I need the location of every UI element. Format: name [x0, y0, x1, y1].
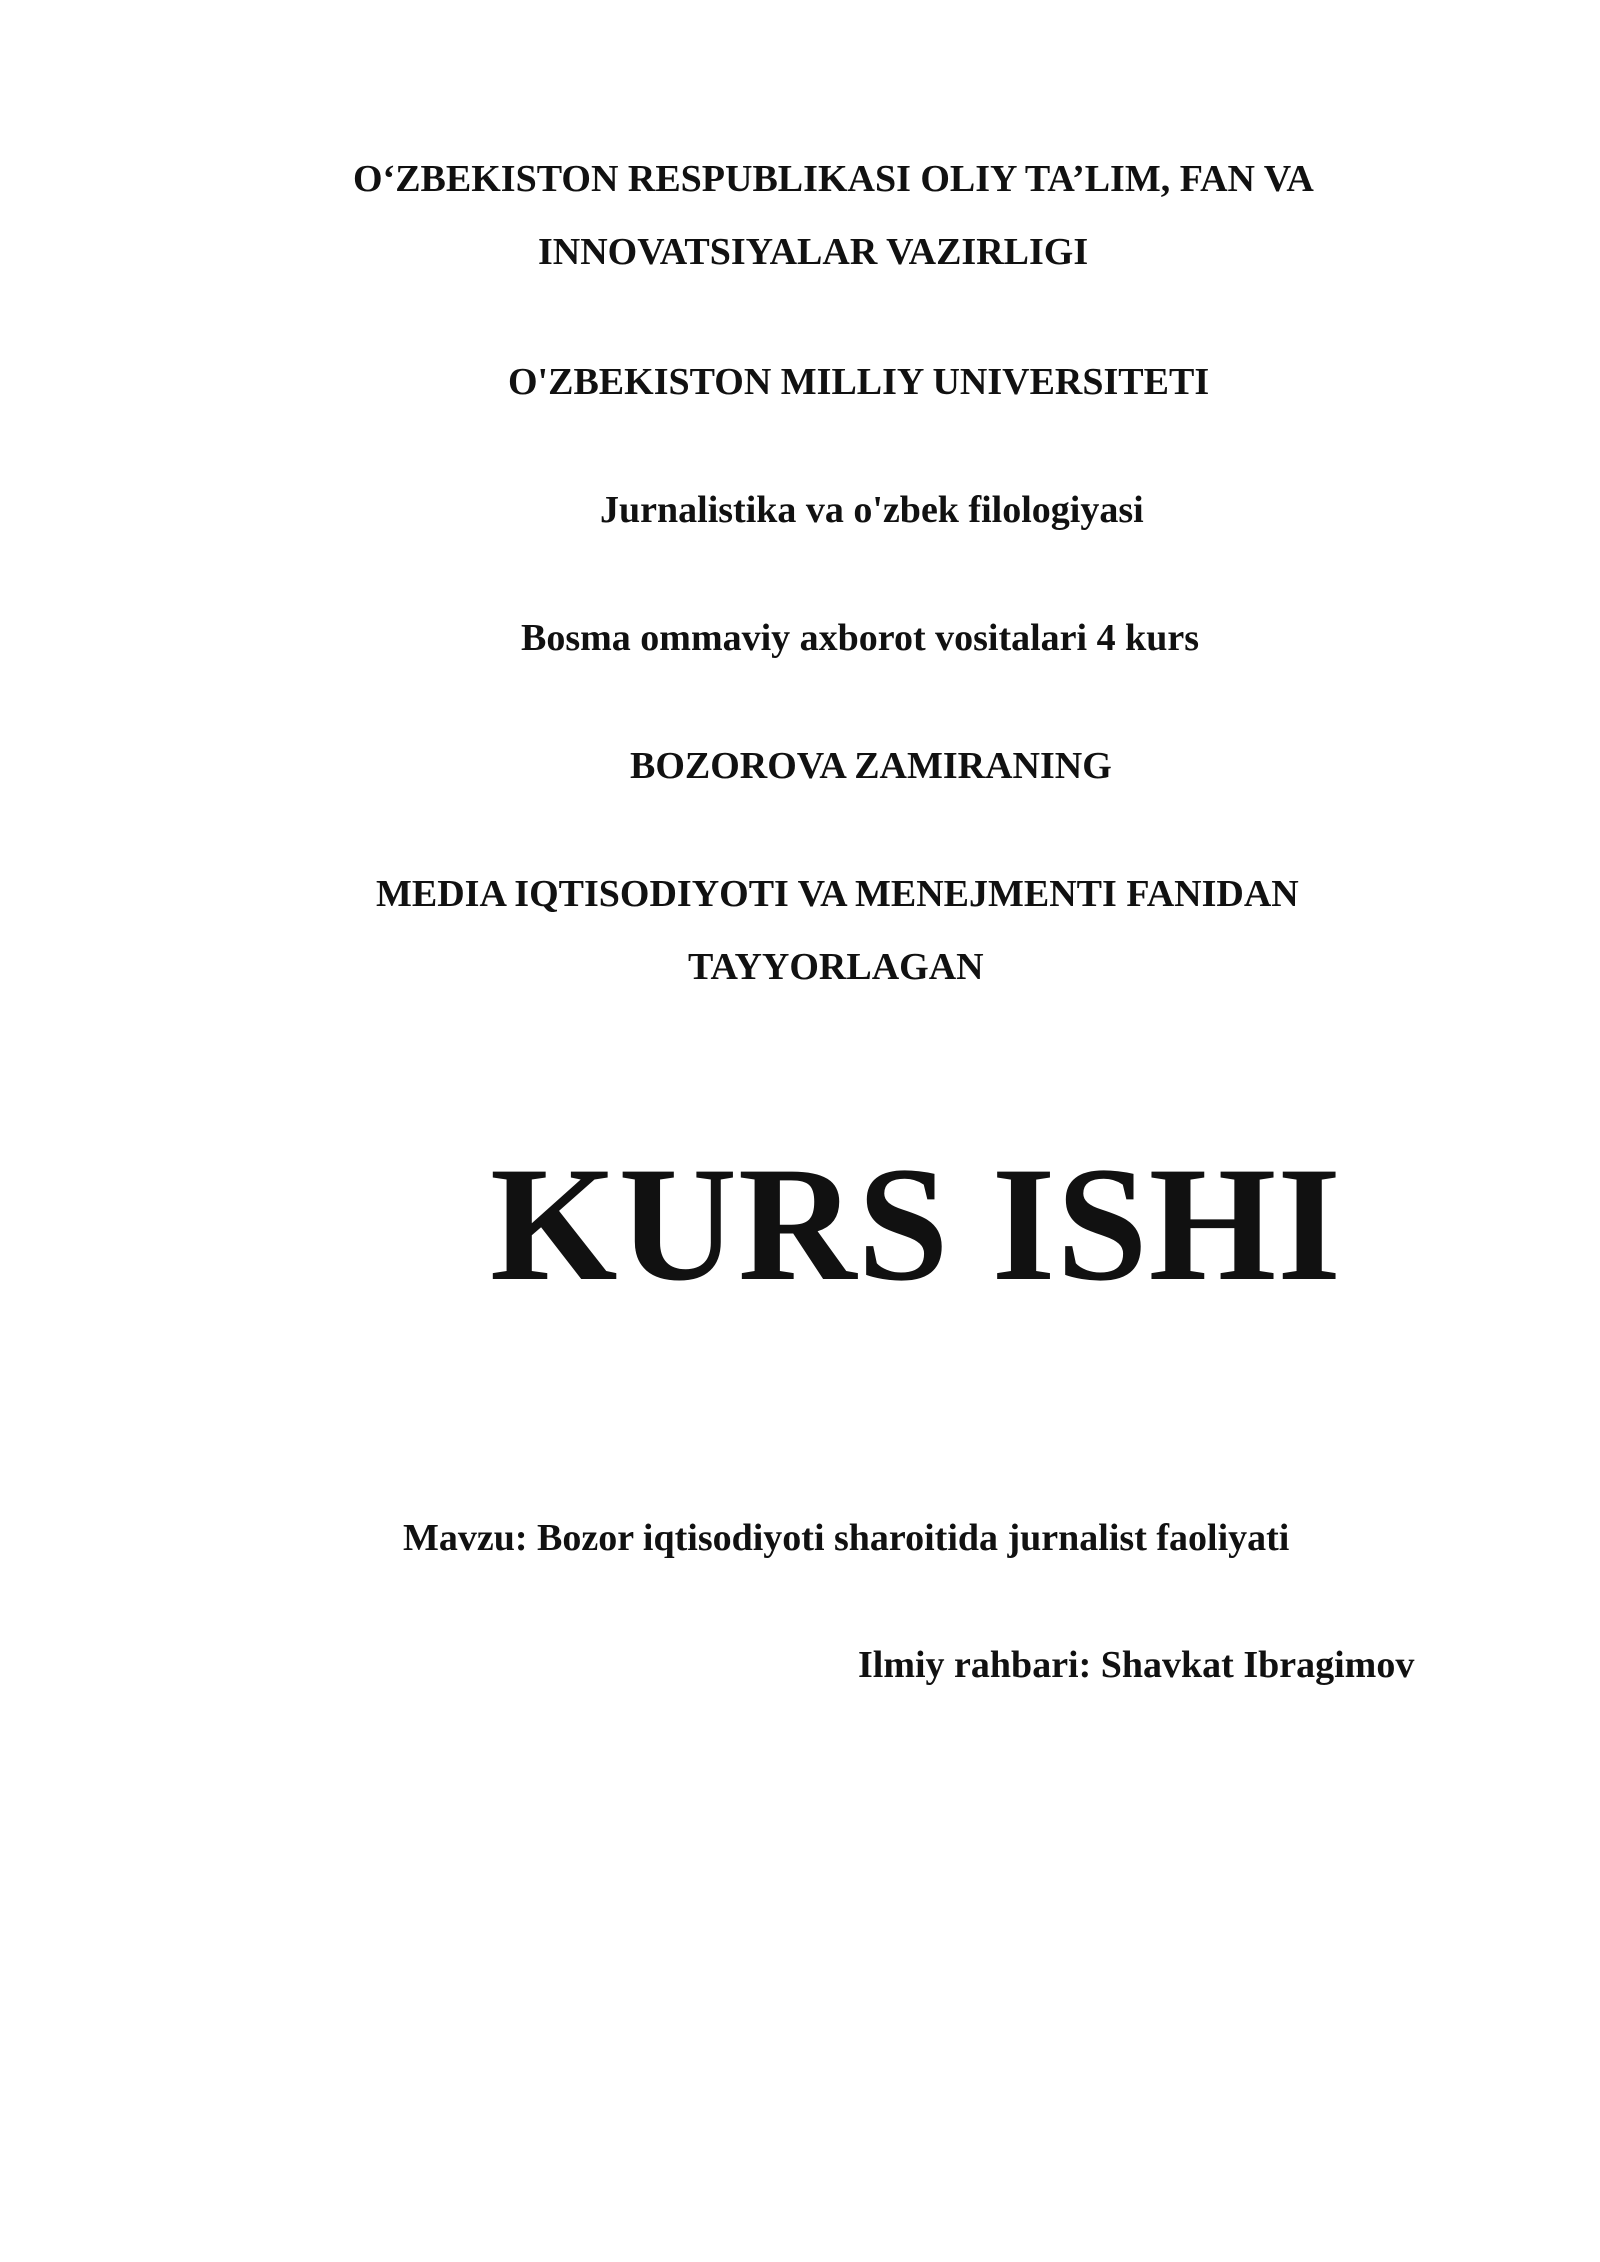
topic-line: Mavzu: Bozor iqtisodiyoti sharoitida jurnalist faoliyati [403, 1517, 1290, 1559]
program-name: Bosma ommaviy axborot vositalari 4 kurs [521, 617, 1200, 659]
faculty-name: Jurnalistika va o'zbek filologiyasi [600, 489, 1144, 531]
subject-line-1: MEDIA IQTISODIYOTI VA MENEJMENTI FANIDAN [376, 873, 1299, 915]
supervisor-line: Ilmiy rahbari: Shavkat Ibragimov [858, 1644, 1415, 1686]
ministry-heading-line-2: INNOVATSIYALAR VAZIRLIGI [538, 231, 1089, 273]
subject-line-2: TAYYORLAGAN [688, 946, 984, 988]
university-name: O'ZBEKISTON MILLIY UNIVERSITETI [508, 361, 1210, 403]
ministry-heading-line-1: O‘ZBEKISTON RESPUBLIKASI OLIY TA’LIM, FAN VA [353, 158, 1314, 200]
document-title: KURS ISHI [490, 1134, 1343, 1315]
student-name: BOZOROVA ZAMIRANING [630, 745, 1112, 787]
